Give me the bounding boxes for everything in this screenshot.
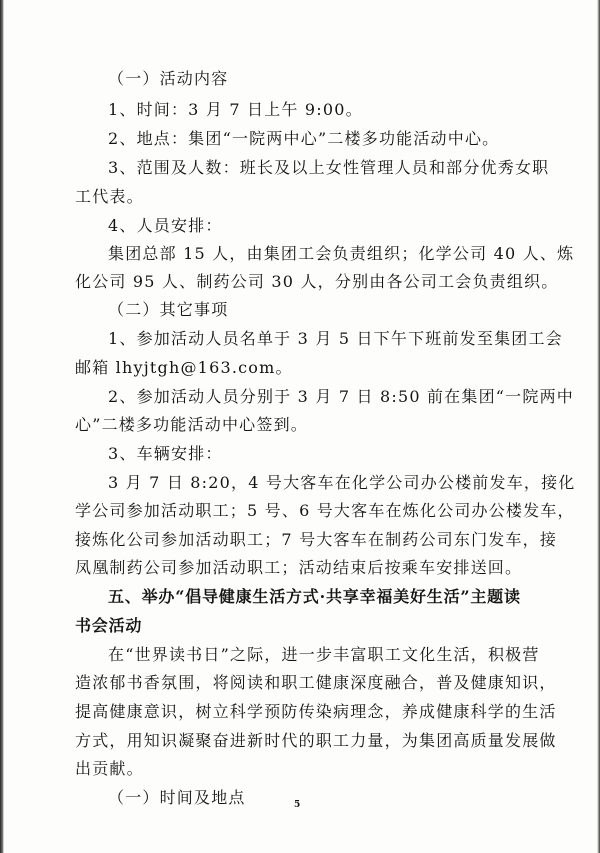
paragraph-line: 工代表。 bbox=[75, 187, 144, 206]
section-heading-reading-event-cont: 书会活动 bbox=[75, 616, 143, 635]
section-heading-time-place: （一）时间及地点 bbox=[108, 788, 246, 807]
paragraph-line: 心”二楼多功能活动中心签到。 bbox=[75, 415, 308, 434]
section-heading-activity-content: （一）活动内容 bbox=[108, 69, 229, 88]
paragraph-line: 1、参加活动人员名单于 3 月 5 日下午下班前发至集团工会 bbox=[108, 329, 563, 348]
paragraph-line: 3 月 7 日 8:20，4 号大客车在化学公司办公楼前发车，接化 bbox=[108, 473, 576, 492]
paragraph-line: 集团总部 15 人，由集团工会负责组织；化学公司 40 人、炼 bbox=[108, 244, 575, 263]
paragraph-line: 接炼化公司参加活动职工；7 号大客车在制药公司东门发车，接 bbox=[75, 530, 558, 549]
paragraph-line: 凤凰制药公司参加活动职工；活动结束后按乘车安排送回。 bbox=[75, 558, 523, 577]
paragraph-line: 邮箱 lhyjtgh@163.com。 bbox=[75, 358, 293, 377]
scan-edge-left bbox=[0, 0, 4, 853]
paragraph-line: 化公司 95 人、制药公司 30 人，分别由各公司工会负责组织。 bbox=[75, 272, 559, 291]
paragraph-line: 1、时间：3 月 7 日上午 9:00。 bbox=[108, 100, 363, 119]
paragraph-line: 3、范围及人数：班长及以上女性管理人员和部分优秀女职 bbox=[108, 158, 550, 177]
section-heading-reading-event: 五、举办“倡导健康生活方式·共享幸福美好生活”主题读 bbox=[108, 587, 521, 606]
paragraph-line: 2、参加活动人员分别于 3 月 7 日 8:50 前在集团“一院两中 bbox=[108, 387, 574, 406]
paragraph-line: 出贡献。 bbox=[75, 759, 144, 778]
paragraph-line: 4、人员安排： bbox=[108, 216, 223, 235]
section-heading-other-matters: （二）其它事项 bbox=[108, 300, 229, 319]
paragraph-line: 在“世界读书日”之际，进一步丰富职工文化生活，积极营 bbox=[108, 645, 540, 664]
paragraph-line: 2、地点：集团“一院两中心”二楼多功能活动中心。 bbox=[108, 129, 500, 148]
paragraph-line: 方式，用知识凝聚奋进新时代的职工力量，为集团高质量发展做 bbox=[75, 731, 557, 750]
paragraph-line: 造浓郁书香氛围，将阅读和职工健康深度融合，普及健康知识， bbox=[75, 673, 557, 692]
paragraph-line: 学公司参加活动职工；5 号、6 号大客车在炼化公司办公楼发车， bbox=[75, 501, 575, 520]
page-number: 5 bbox=[294, 800, 301, 810]
paragraph-line: 3、车辆安排： bbox=[108, 444, 223, 463]
paragraph-line: 提高健康意识，树立科学预防传染病理念，养成健康科学的生活 bbox=[75, 702, 557, 721]
